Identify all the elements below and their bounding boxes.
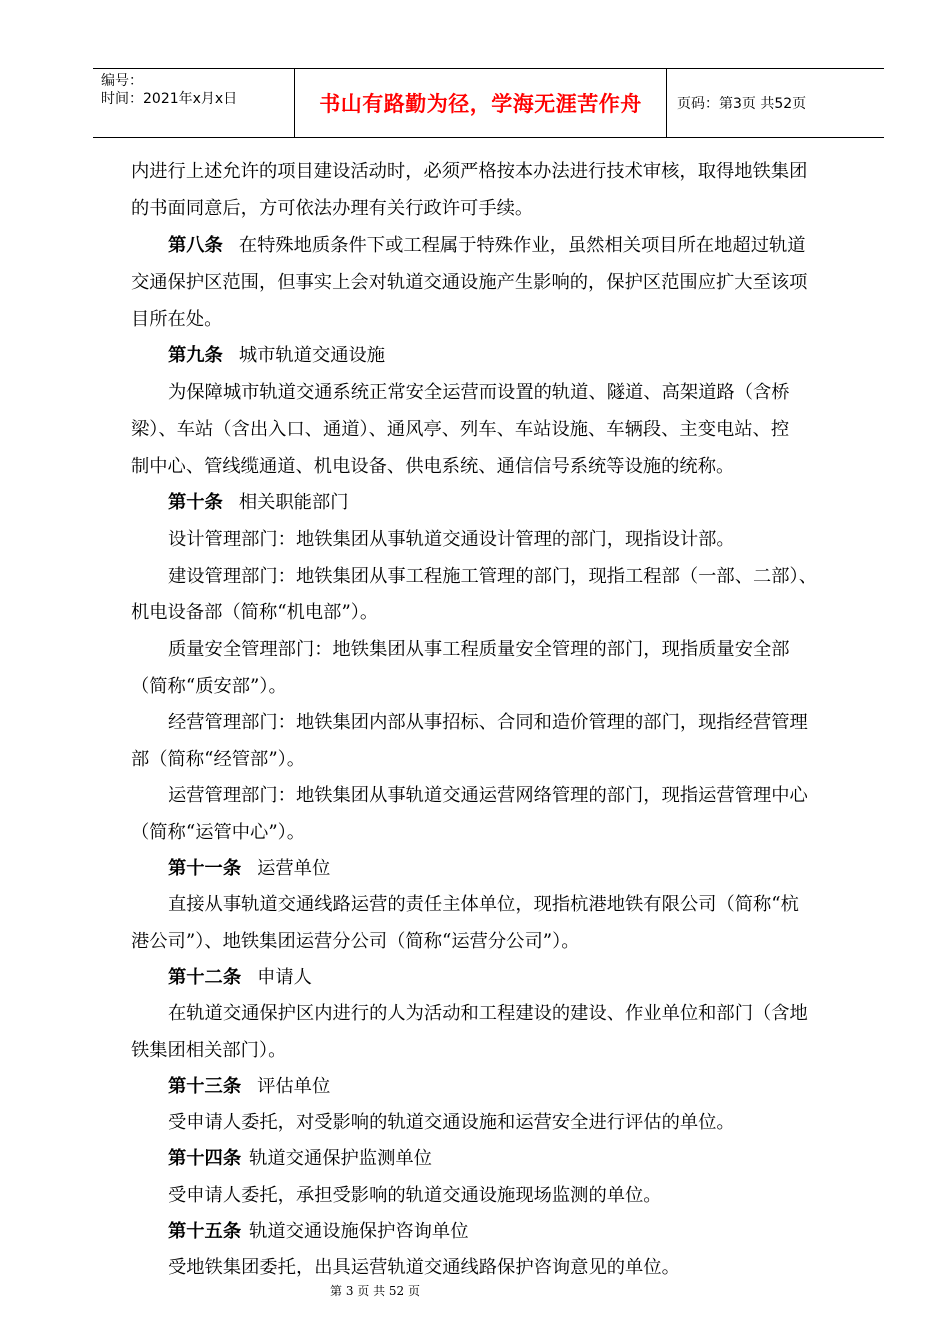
document-number-label: 编号： bbox=[101, 73, 143, 89]
body-line: 部（简称“经管部”）。 bbox=[131, 749, 306, 770]
body-line: 铁集团相关部门）。 bbox=[131, 1040, 287, 1061]
body-line: 交通保护区范围，但事实上会对轨道交通设施产生影响的，保护区范围应扩大至该项 bbox=[131, 272, 808, 293]
article-heading: 第九条 bbox=[168, 345, 223, 366]
article-heading: 第十五条 bbox=[168, 1221, 242, 1242]
article-line: 第八条 在特殊地质条件下或工程属于特殊作业，虽然相关项目所在地超过轨道 bbox=[168, 235, 806, 256]
article-line: 第十条 相关职能部门 bbox=[168, 492, 349, 513]
article-line: 第十三条 评估单位 bbox=[168, 1076, 331, 1097]
body-line: 受申请人委托，承担受影响的轨道交通设施现场监测的单位。 bbox=[168, 1185, 662, 1206]
article-heading: 第十三条 bbox=[168, 1076, 242, 1097]
body-line: 机电设备部（简称“机电部”）。 bbox=[131, 602, 379, 623]
body-line: 设计管理部门：地铁集团从事轨道交通设计管理的部门，现指设计部。 bbox=[168, 529, 735, 550]
document-time-label: 时间：2021年x月x日 bbox=[101, 91, 238, 107]
body-line: 的书面同意后，方可依法办理有关行政许可手续。 bbox=[131, 198, 534, 219]
body-line: 内进行上述允许的项目建设活动时，必须严格按本办法进行技术审核，取得地铁集团 bbox=[131, 161, 808, 182]
header-motto: 书山有路勤为径，学海无涯苦作舟 bbox=[319, 92, 642, 116]
body-line: （简称“质安部”）。 bbox=[131, 676, 287, 697]
body-line: 受申请人委托，对受影响的轨道交通设施和运营安全进行评估的单位。 bbox=[168, 1112, 735, 1133]
article-heading: 第十四条 bbox=[168, 1148, 242, 1169]
article-line: 第十二条 申请人 bbox=[168, 967, 312, 988]
body-line: 为保障城市轨道交通系统正常安全运营而设置的轨道、隧道、高架道路（含桥 bbox=[168, 382, 790, 403]
header-page-code: 页码：第3页 共52页 bbox=[677, 96, 807, 112]
body-line: 在轨道交通保护区内进行的人为活动和工程建设的建设、作业单位和部门（含地 bbox=[168, 1003, 808, 1024]
article-heading: 第十二条 bbox=[168, 967, 242, 988]
page-footer: 第 3 页 共 52 页 bbox=[330, 1284, 420, 1298]
article-line: 第十五条 轨道交通设施保护咨询单位 bbox=[168, 1221, 469, 1242]
body-line: 质量安全管理部门：地铁集团从事工程质量安全管理的部门，现指质量安全部 bbox=[168, 639, 790, 660]
document-header bbox=[93, 68, 884, 138]
body-line: 经营管理部门：地铁集团内部从事招标、合同和造价管理的部门，现指经营管理 bbox=[168, 712, 808, 733]
body-line: 建设管理部门：地铁集团从事工程施工管理的部门，现指工程部（一部、二部）、 bbox=[168, 566, 817, 587]
body-line: 港公司”）、地铁集团运营分公司（简称“运营分公司”）。 bbox=[131, 931, 580, 952]
body-line: 运营管理部门：地铁集团从事轨道交通运营网络管理的部门，现指运营管理中心 bbox=[168, 785, 808, 806]
header-page-cell bbox=[667, 69, 884, 137]
article-line: 第九条 城市轨道交通设施 bbox=[168, 345, 386, 366]
body-line: 制中心、管线缆通道、机电设备、供电系统、通信信号系统等设施的统称。 bbox=[131, 456, 735, 477]
body-line: 梁）、车站（含出入口、通道）、通风亭、列车、车站设施、车辆段、主变电站、控 bbox=[131, 419, 790, 440]
header-motto-cell bbox=[295, 69, 667, 137]
article-heading: 第十一条 bbox=[168, 858, 242, 879]
header-meta-cell bbox=[93, 69, 295, 137]
article-line: 第十四条 轨道交通保护监测单位 bbox=[168, 1148, 432, 1169]
article-heading: 第八条 bbox=[168, 235, 223, 256]
body-line: 受地铁集团委托，出具运营轨道交通线路保护咨询意见的单位。 bbox=[168, 1257, 680, 1278]
body-line: （简称“运管中心”）。 bbox=[131, 822, 306, 843]
article-line: 第十一条 运营单位 bbox=[168, 858, 331, 879]
body-line: 目所在处。 bbox=[131, 309, 223, 330]
body-line: 直接从事轨道交通线路运营的责任主体单位，现指杭港地铁有限公司（简称“杭 bbox=[168, 894, 799, 915]
article-heading: 第十条 bbox=[168, 492, 223, 513]
